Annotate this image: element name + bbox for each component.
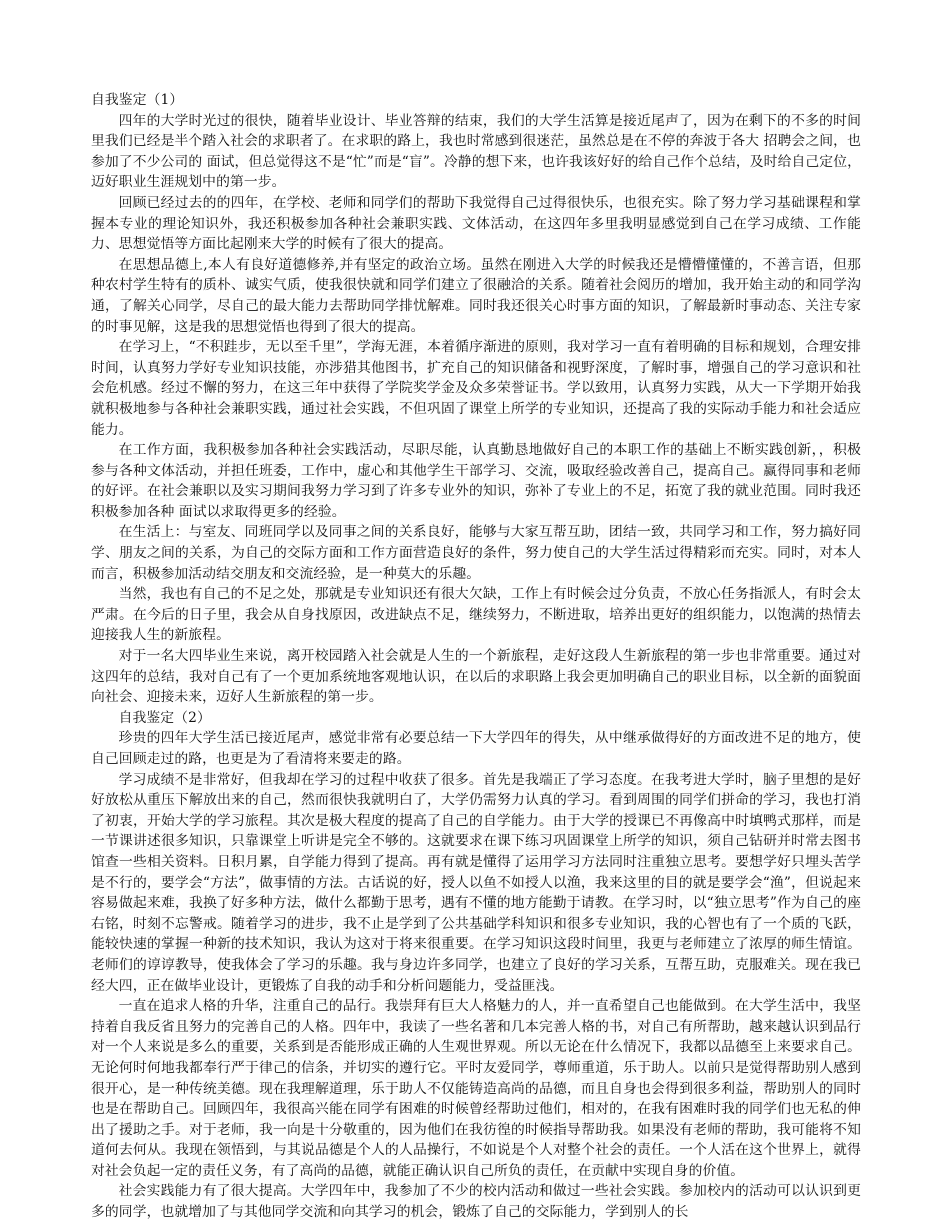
section-1-paragraph-5: 在工作方面，我积极参加各种社会实践活动，尽职尽能，认真勤恳地做好自己的本职工作的基础上不断实践创新，，积极参与各种文体活动，并担任班委，工作中，虚心和其他学生干部学习、交流，吸取经验改善自己，提高自己。赢得同事和老师的好评。在社会兼职以及实习期间我努力学习到了许多专业外的知识，弥补了专业上的不足，拓宽了我的就业范围。同时我还积极参加各种 面试以求取得更多的经验。 (91, 442, 861, 520)
section-1-paragraph-3: 在思想品德上,本人有良好道德修养,并有坚定的政治立场。虽然在刚进入大学的时候我还是懵懵懂懂的，不善言语，但那种农村学生特有的质朴、诚实气质，使我很快就和同学们建立了很融洽的关系。随着社会阅历的增加，我开始主动的和同学沟通，了解关心同学，尽自己的最大能力去帮助同学排忧解难。同时我还很关心时事方面的知识，了解最新时事动态、关注专家的时事见解，这是我的思想觉悟也得到了很大的提高。 (91, 256, 861, 335)
section-1-paragraph-7: 当然，我也有自己的不足之处，那就是专业知识还有很大欠缺，工作上有时候会过分负责，不放心任务指派人，有时会太严肃。在今后的日子里，我会从自身找原因，改进缺点不足，继续努力，不断进取，培养出更好的组织能力，以饱满的热情去迎接我人生的新旅程。 (91, 586, 861, 644)
section-1-paragraph-1: 四年的大学时光过的很快，随着毕业设计、毕业答辩的结束，我们的大学生活算是接近尾声了，因为在剩下的不多的时间里我们已经是半个踏入社会的求职者了。在求职的路上，我也时常感到很迷茫，虽然总是在不停的奔波于各大 招聘会之间，也参加了不少公司的 面试，但总觉得这不是“忙”而是“盲”。冷静的想下来，也许我该好好的给自己作个总结，及时给自己定位，迈好职业生涯规划中的第一步。 (91, 112, 861, 191)
section-2-paragraph-1: 珍贵的四年大学生活已接近尾声，感觉非常有必要总结一下大学四年的得失，从中继承做得好的方面改进不足的地方，使自己回顾走过的路，也更是为了看清将来要走的路。 (91, 730, 861, 767)
section-1-paragraph-4: 在学习上，“不积跬步，无以至千里”，学海无涯，本着循序渐进的原则，我对学习一直有着明确的目标和规划，合理安排时间，认真努力学好专业知识技能，亦涉猎其他图书，扩充自己的知识储备和视野深度，了解时事，增强自己的学习意识和社会危机感。经过不懈的努力，在这三年中获得了学院奖学金及众多荣誉证书。学以致用，认真努力实践，从大一下学期开始我就积极地参与各种社会兼职实践，通过社会实践，不但巩固了课堂上所学的专业知识，还提高了我的实际动手能力和社会适应能力。 (91, 339, 861, 438)
document-page (91, 90, 861, 1223)
section-1-paragraph-2: 回顾已经过去的的四年，在学校、老师和同学们的帮助下我觉得自己过得很快乐，也很充实。除了努力学习基础课程和掌握本专业的理论知识外，我还积极参加各种社会兼职实践、文体活动，在这四年多里我明显感觉到自己在学习成绩、工作能力、思想觉悟等方面比起刚来大学的时候有了很大的提高。 (91, 194, 861, 253)
section-2-paragraph-2: 学习成绩不是非常好，但我却在学习的过程中收获了很多。首先是我端正了学习态度。在我考进大学时，脑子里想的是好好放松从重压下解放出来的自己，然而很快我就明白了，大学仍需努力认真的学习。看到周围的同学们拼命的学习，我也打消了初衷，开始大学的学习旅程。其次是极大程度的提高了自己的自学能力。由于大学的授课已不再像高中时填鸭式那样，而是一节课讲述很多知识，只靠课堂上听讲是完全不够的。这就要求在课下练习巩固课堂上所学的知识，须自己钻研并时常去图书馆查一些相关资料。日积月累，自学能力得到了提高。再有就是懂得了运用学习方法同时注重独立思考。要想学好只埋头苦学是不行的，要学会“方法”，做事情的方法。古话说的好，授人以鱼不如授人以渔，我来这里的目的就是要学会“渔”，但说起来容易做起来难，我换了好多种方法，做什么都勤于思考，遇有不懂的地方能勤于请教。在学习时，以“独立思考”作为自己的座右铭，时刻不忘警戒。随着学习的进步，我不止是学到了公共基础学科知识和很多专业知识，我的心智也有了一个质的飞跃，能较快速的掌握一种新的技术知识，我认为这对于将来很重要。在学习知识这段时间里，我更与老师建立了浓厚的师生情谊。老师们的谆谆教导，使我体会了学习的乐趣。我与身边许多同学，也建立了良好的学习关系，互帮互助，克服难关。现在我已经大四，正在做毕业设计，更锻炼了自我的动手和分析问题能力，受益匪浅。 (91, 771, 861, 994)
section-2-paragraph-3: 一直在追求人格的升华，注重自己的品行。我崇拜有巨大人格魅力的人，并一直希望自己也能做到。在大学生活中，我坚持着自我反省且努力的完善自己的人格。四年中，我读了一些名著和几本完善人格的书，对自己有所帮助，越来越认识到品行对一个人来说是多么的重要，关系到是否能形成正确的人生观世界观。所以无论在什么情况下，我都以品德至上来要求自己。无论何时何地我都奉行严于律己的信条，并切实的遵行它。平时友爱同学，尊师重道，乐于助人。以前只是觉得帮助别人感到很开心，是一种传统美德。现在我理解道理，乐于助人不仅能铸造高尚的品德，而且自身也会得到很多利益，帮助别人的同时也是在帮助自己。回顾四年，我很高兴能在同学有困难的时候曾经帮助过他们，相对的，在我有困难时我的同学们也无私的伸出了援助之手。对于老师，我一向是十分敬重的，因为他们在我彷徨的时候指导帮助我。如果没有老师的帮助，我可能将不知道何去何从。我现在领悟到，与其说品德是个人的人品操行，不如说是个人对整个社会的责任。一个人活在这个世界上，就得对社会负起一定的责任义务，有了高尚的品德，就能正确认识自己所负的责任，在贡献中实现自身的价值。 (91, 998, 861, 1179)
section-2-title: 自我鉴定（2） (118, 709, 211, 726)
section-1-paragraph-8: 对于一名大四毕业生来说，离开校园踏入社会就是人生的一个新旅程，走好这段人生新旅程的第一步也非常重要。通过对这四年的总结，我对自己有了一个更加系统地客观地认识，在以后的求职路上我会更加明确自己的职业目标，以全新的面貌面向社会、迎接未来，迈好人生新旅程的第一步。 (91, 648, 861, 706)
section-1-title: 自我鉴定（1） (91, 92, 184, 108)
section-1-paragraph-6: 在生活上：与室友、同班同学以及同事之间的关系良好，能够与大家互帮互助，团结一致，共同学习和工作，努力搞好同学、朋友之间的关系，为自己的交际方面和工作方面营造良好的条件，努力使自己的大学生活过得精彩而充实。同时，对本人而言，积极参加活动结交朋友和交流经验，是一种莫大的乐趣。 (91, 524, 861, 582)
section-2-paragraph-4: 社会实践能力有了很大提高。大学四年中，我参加了不少的校内活动和做过一些社会实践。参加校内的活动可以认识到更多的同学，也就增加了与其他同学交流和向其学习的机会，锻炼了自己的交际能力，学到别人的长 (91, 1183, 861, 1221)
